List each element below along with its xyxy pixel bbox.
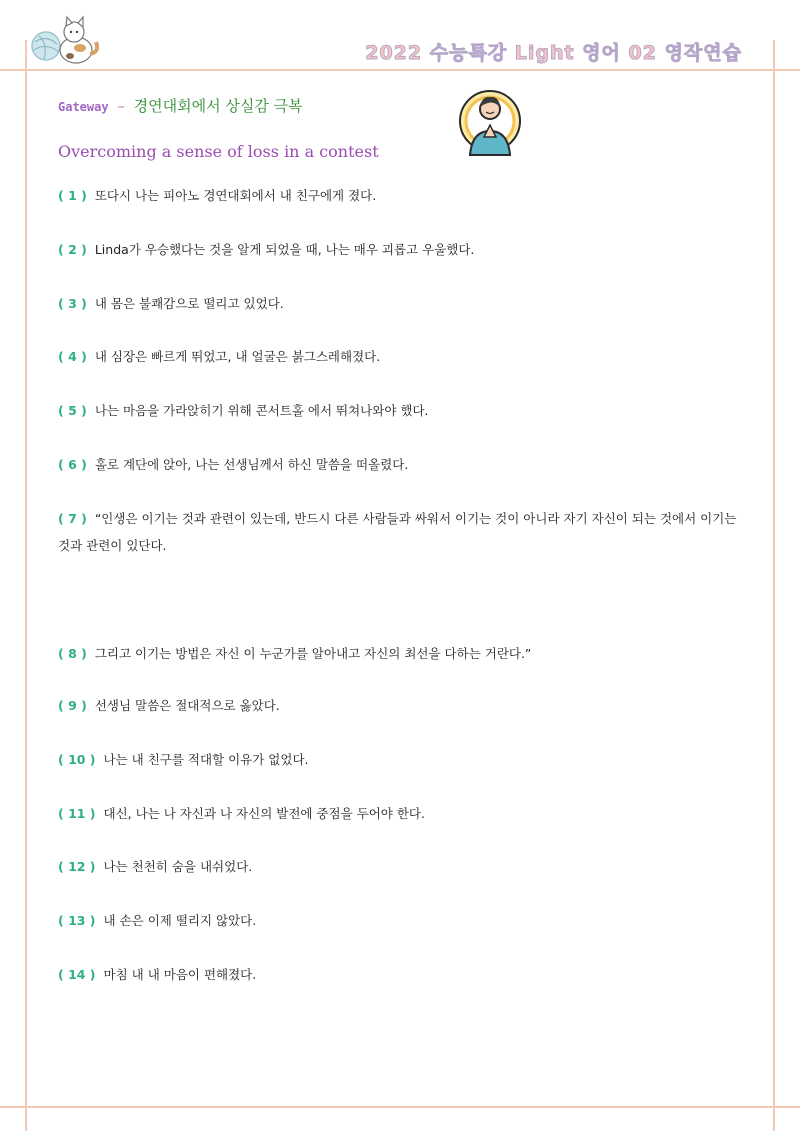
sentence-text: Linda가 우승했다는 것을 알게 되었을 때, 나는 매우 괴롭고 우울했다.: [94, 242, 475, 257]
sentence-10: [58, 746, 744, 773]
sentence-number: ( 9 ): [58, 698, 87, 713]
sentence-number: ( 2 ): [58, 242, 87, 257]
sentence-number: ( 6 ): [58, 457, 87, 472]
sentence-number: ( 8 ): [58, 646, 87, 661]
sentence-14: [58, 961, 744, 988]
header-divider: [0, 69, 800, 71]
sentence-11: [58, 800, 744, 827]
sentence-number: ( 11 ): [58, 806, 96, 821]
cat-yarn-logo-icon: [30, 14, 102, 70]
gateway-label: Gateway: [58, 100, 109, 114]
sentence-text: 내 손은 이제 떨리지 않았다.: [103, 913, 257, 928]
sentence-text: 선생님 말씀은 절대적으로 옳았다.: [94, 698, 280, 713]
sentence-number: ( 12 ): [58, 859, 96, 874]
sentence-2: [58, 236, 744, 263]
sentence-5: [58, 397, 744, 424]
section-heading: [58, 95, 303, 116]
sentence-number: ( 7 ): [58, 511, 87, 526]
sentence-text: 그리고 이기는 방법은 자신 이 누군가를 알아내고 자신의 최선을 다하는 거란다.”: [94, 646, 532, 661]
sentence-1: [58, 182, 744, 209]
gateway-dash: –: [117, 97, 125, 115]
sentence-3: [58, 290, 744, 317]
right-margin-line: [773, 40, 775, 1131]
sentence-text: “인생은 이기는 것과 관련이 있는데, 반드시 다른 사람들과 싸워서 이기는 것이 아니라 자기 자신이 되는 것에서 이기는 것과 관련이 있단다.: [58, 511, 737, 553]
sentence-text: 나는 내 친구를 적대할 이유가 없었다.: [103, 752, 309, 767]
sentence-number: ( 10 ): [58, 752, 96, 767]
sentence-8: [58, 640, 744, 667]
sentence-number: ( 1 ): [58, 188, 87, 203]
sentence-text: 나는 천천히 숨을 내쉬었다.: [103, 859, 253, 874]
sentence-number: ( 5 ): [58, 403, 87, 418]
sentence-4: [58, 343, 744, 370]
header-title: 2022 수능특강 Light 영어 02 영작연습: [365, 42, 742, 64]
sentence-text: 마침 내 내 마음이 편해졌다.: [103, 967, 257, 982]
meditating-person-icon: [458, 85, 522, 157]
sentence-7: [58, 505, 744, 559]
left-margin-line: [25, 40, 27, 1131]
sentence-number: ( 13 ): [58, 913, 96, 928]
sentence-text: 대신, 나는 나 자신과 나 자신의 발전에 중점을 두어야 한다.: [103, 806, 425, 821]
sentence-text: 홀로 계단에 앉아, 나는 선생님께서 하신 말씀을 떠올렸다.: [94, 457, 409, 472]
sentence-text: 나는 마음을 가라앉히기 위해 콘서트홀 에서 뛰쳐나와야 했다.: [94, 403, 429, 418]
sentence-text: 내 몸은 불쾌감으로 떨리고 있었다.: [94, 296, 284, 311]
section-subtitle: Overcoming a sense of loss in a contest: [58, 142, 379, 161]
sentence-13: [58, 907, 744, 934]
sentence-number: ( 3 ): [58, 296, 87, 311]
sentence-12: [58, 853, 744, 880]
section-topic: 경연대회에서 상실감 극복: [133, 97, 303, 115]
sentence-number: ( 14 ): [58, 967, 96, 982]
sentence-6: [58, 451, 744, 478]
sentence-text: 또다시 나는 피아노 경연대회에서 내 친구에게 졌다.: [94, 188, 377, 203]
sentence-number: ( 4 ): [58, 349, 87, 364]
footer-divider: [0, 1106, 800, 1108]
sentence-text: 내 심장은 빠르게 뛰었고, 내 얼굴은 붉그스레해졌다.: [94, 349, 381, 364]
sentence-9: [58, 692, 744, 719]
